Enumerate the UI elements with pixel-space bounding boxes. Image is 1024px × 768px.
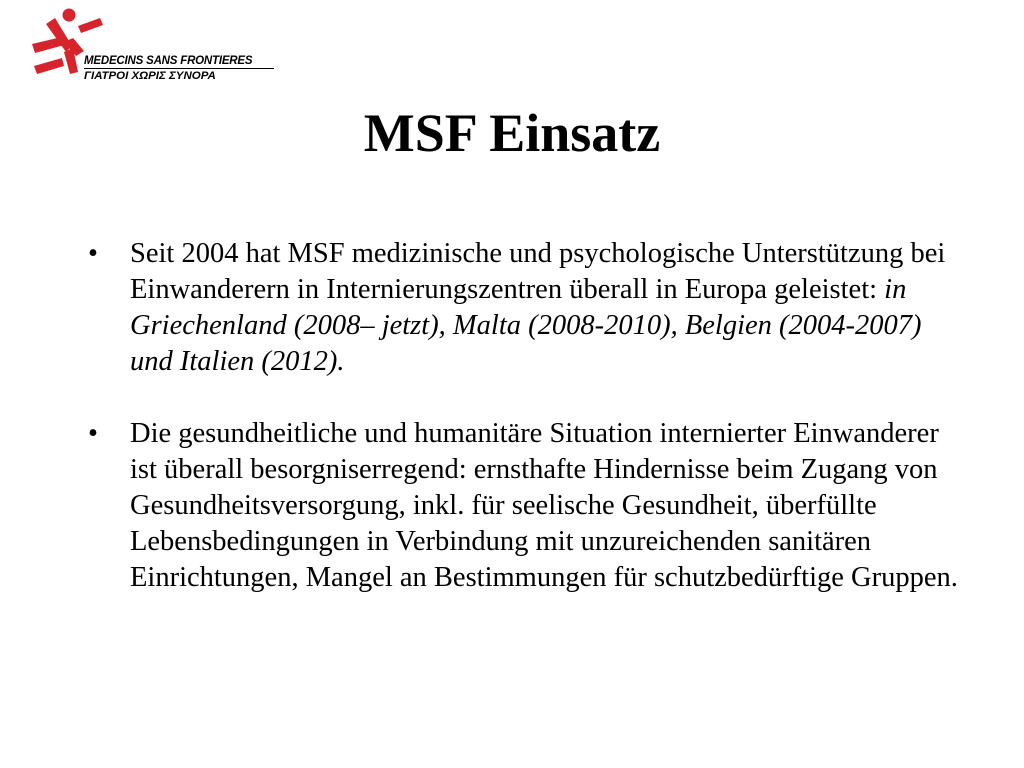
bullet-text: Seit 2004 hat MSF medizinische und psychologische Unterstützung bei Einwanderern in Internierungszentren überall in Europa geleistet: bbox=[130, 238, 946, 305]
bullet-marker: • bbox=[88, 418, 98, 449]
bullet-marker: • bbox=[88, 238, 98, 269]
bullet-text-italic: in Griechenland (2008– jetzt), Malta (2008-2010), Belgien (2004-2007) und Italien (2012). bbox=[130, 274, 922, 377]
slide-title: MSF Einsatz bbox=[363, 103, 661, 163]
bullet-item bbox=[88, 416, 968, 596]
logo-divider bbox=[84, 68, 274, 69]
bullet-text: Die gesundheitliche und humanitäre Situation internierter Einwanderer ist überall besorgniserregend: ernsthafte Hindernisse beim Zugang von Gesundheitsversorgung, inkl. für seelische Gesundheit, überfüllte Lebensbedingungen in Verbindung mit unzureichenden sanitären Einrichtungen, Mangel an Bestimmungen für schutzbedürftige Gruppen. bbox=[130, 418, 958, 593]
logo-name-latin: MEDECINS SANS FRONTIERES bbox=[84, 55, 253, 67]
logo-name-greek: ΓΙΑΤΡΟΙ ΧΩΡΙΣ ΣΥΝΟΡΑ bbox=[84, 70, 216, 82]
bullet-list bbox=[88, 236, 968, 596]
bullet-item bbox=[88, 236, 968, 380]
msf-logo bbox=[26, 4, 286, 84]
